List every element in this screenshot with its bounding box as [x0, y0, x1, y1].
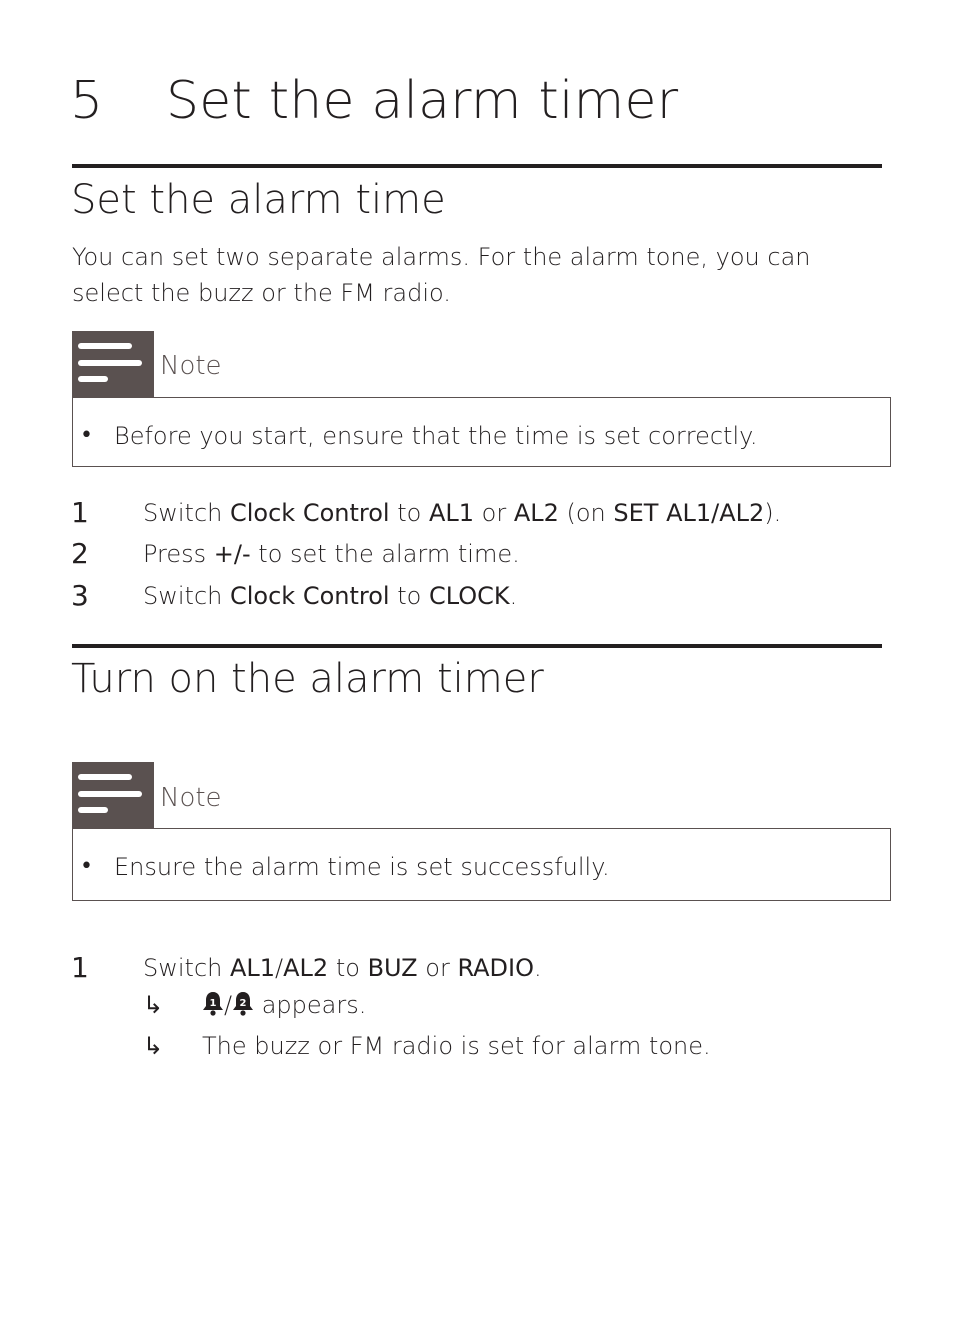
note-icon — [72, 331, 154, 397]
svg-text:1: 1 — [209, 998, 217, 1009]
svg-text:2: 2 — [239, 998, 247, 1009]
step-text: Switch AL1/AL2 to BUZ or RADIO. — [143, 954, 542, 982]
alarm-2-bell-icon — [232, 991, 254, 1027]
section-divider — [72, 644, 882, 648]
note-icon — [72, 762, 154, 828]
step-number: 1 — [71, 496, 89, 529]
note-label: Note — [160, 351, 222, 381]
note-text: Before you start, ensure that the time is set correctly. — [114, 422, 758, 450]
chapter-number: 5 — [70, 71, 104, 131]
step-number: 1 — [71, 951, 89, 984]
step-text: Switch Clock Control to CLOCK. — [143, 582, 518, 610]
section-intro: You can set two separate alarms. For the alarm tone, you can select the buzz or the FM radio. — [72, 243, 811, 307]
step-number: 2 — [71, 537, 89, 570]
result-arrow-icon: ↳ — [143, 991, 164, 1019]
section-title-turn-on-alarm: Turn on the alarm timer — [71, 656, 544, 702]
result-text: The buzz or FM radio is set for alarm tone. — [202, 1032, 711, 1060]
step-number: 3 — [71, 579, 89, 612]
note-bullet: • — [80, 854, 93, 879]
step-text: Press +/- to set the alarm time. — [143, 540, 520, 568]
result-arrow-icon: ↳ — [143, 1032, 164, 1060]
note-text: Ensure the alarm time is set successfully. — [114, 853, 610, 881]
alarm-1-bell-icon — [202, 991, 224, 1027]
section-divider — [72, 164, 882, 168]
chapter-title: Set the alarm timer — [166, 71, 679, 131]
note-bullet: • — [80, 423, 93, 448]
note-label: Note — [160, 783, 222, 813]
section-title-set-alarm-time: Set the alarm time — [71, 177, 446, 223]
step-text: Switch Clock Control to AL1 or AL2 (on SET AL1/AL2). — [143, 499, 782, 527]
result-text: 1 / 2 appears. — [202, 987, 366, 1027]
